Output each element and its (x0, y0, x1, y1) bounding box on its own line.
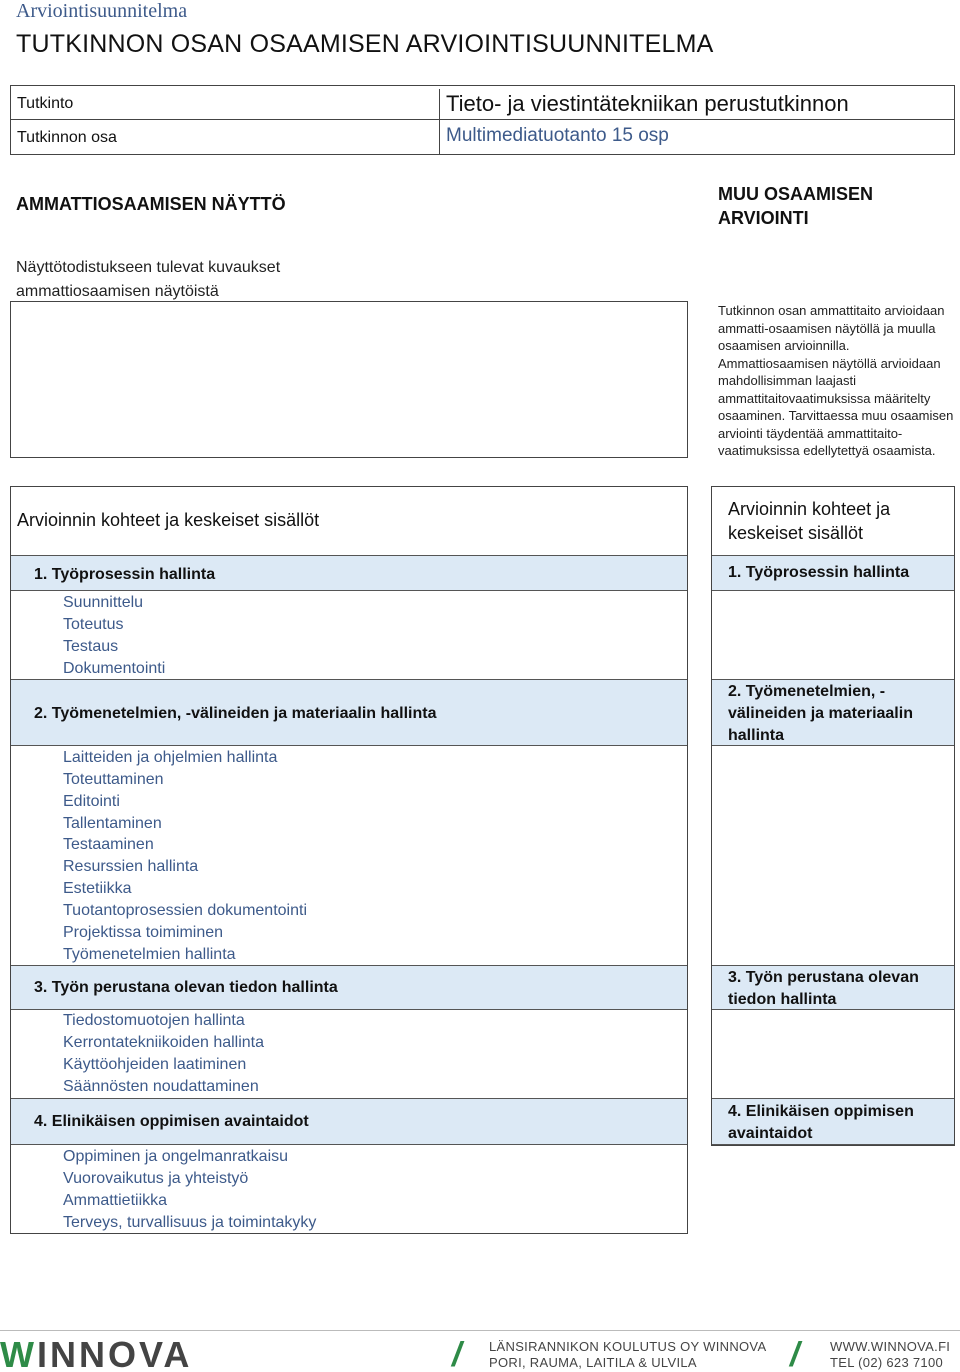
list-item: Testaus (63, 638, 119, 655)
tutkinnon-osa-value: Multimediatuotanto 15 osp (439, 120, 669, 154)
tutkinto-label: Tutkinto (17, 95, 74, 112)
slash-divider-icon: / (790, 1336, 800, 1372)
list-item: Oppiminen ja ongelmanratkaisu (63, 1148, 289, 1165)
demonstration-description-box[interactable] (10, 301, 688, 458)
vocational-demonstration-heading: AMMATTIOSAAMISEN NÄYTTÖ (16, 194, 286, 214)
list-item: Käyttöohjeiden laatiminen (63, 1056, 247, 1073)
left-group-4-band (11, 1098, 687, 1145)
tutkinnon-osa-row (11, 120, 954, 154)
list-item: Tiedostomuotojen hallinta (63, 1012, 245, 1029)
list-item: Työmenetelmien hallinta (63, 946, 236, 963)
phone-number: TEL (02) 623 7100 (830, 1355, 944, 1370)
website-link[interactable]: WWW.WINNOVA.FI (830, 1339, 951, 1354)
demonstration-description-label: Näyttötodistukseen tulevat kuvaukset ammattiosaamisen näytöistä (16, 259, 281, 300)
list-item: Toteuttaminen (63, 771, 164, 788)
right-assessment-table (711, 486, 955, 1146)
list-item: Tallentaminen (63, 815, 162, 832)
left-group-2-title: 2. Työmenetelmien, -välineiden ja materiaalin hallinta (34, 705, 437, 722)
page-title: TUTKINNON OSAN OSAAMISEN ARVIOINTISUUNNITELMA (16, 30, 714, 58)
left-table-heading: Arvioinnin kohteet ja keskeiset sisällöt (17, 510, 320, 530)
left-group-1-band (11, 555, 687, 591)
qualification-info-table (10, 85, 955, 155)
list-item: Testaaminen (63, 836, 154, 853)
left-group-3-band (11, 965, 687, 1010)
left-group-3-title: 3. Työn perustana olevan tiedon hallinta (34, 979, 338, 996)
right-group-2-band (712, 679, 954, 746)
left-group-1-title: 1. Työprosessin hallinta (34, 566, 216, 583)
list-item: Estetiikka (63, 880, 132, 897)
list-item: Editointi (63, 793, 120, 810)
left-assessment-table (10, 486, 688, 1234)
list-item: Tuotantoprosessien dokumentointi (63, 902, 307, 919)
org-address-block (489, 1339, 766, 1371)
right-table-heading: Arvioinnin kohteet ja keskeiset sisällöt (728, 499, 891, 543)
right-group-1-band (712, 555, 954, 591)
list-item: Resurssien hallinta (63, 858, 199, 875)
tutkinto-value: Tieto- ja viestintätekniikan perustutkinnon (439, 89, 849, 120)
org-locations: PORI, RAUMA, LAITILA & ULVILA (489, 1355, 697, 1370)
tutkinto-row (11, 86, 954, 120)
left-group-4-title: 4. Elinikäisen oppimisen avaintaidot (34, 1113, 309, 1130)
list-item: Vuorovaikutus ja yhteistyö (63, 1170, 249, 1187)
list-item: Dokumentointi (63, 660, 166, 677)
contact-block (830, 1339, 950, 1371)
list-item: Laitteiden ja ohjelmien hallinta (63, 749, 278, 766)
right-group-3-band (712, 965, 954, 1010)
assessment-explanation-text: Tutkinnon osan ammattitaito arvioidaan ammatti-osaamisen näytöllä ja muulla osaamisen arvioinnilla. Ammattiosaamisen näytöllä arvioidaan mahdollisimman laajasti ammattitaitovaatimuksissa määritelty osaaminen. Tarvittaessa muu osaamisen arviointi täydentää ammattitaito-vaatimuksissa edellytettyä osaamista. (718, 303, 954, 458)
list-item: Projektissa toimiminen (63, 924, 224, 941)
footer-divider (0, 1330, 960, 1331)
right-group-2-title: 2. Työmenetelmien, -välineiden ja materiaalin hallinta (728, 683, 913, 744)
other-assessment-heading: MUU OSAAMISEN ARVIOINTI (718, 184, 874, 228)
winnova-logo (0, 1334, 192, 1372)
list-item: Kerrontatekniikoiden hallinta (63, 1034, 265, 1051)
left-group-2-band (11, 679, 687, 746)
list-item: Säännösten noudattaminen (63, 1078, 259, 1095)
right-group-3-title: 3. Työn perustana olevan tiedon hallinta (728, 969, 919, 1008)
list-item: Suunnittelu (63, 594, 144, 611)
logo-text: INNOVA (36, 1334, 193, 1372)
list-item: Terveys, turvallisuus ja toimintakyky (63, 1214, 317, 1231)
right-group-4-band (712, 1098, 954, 1145)
right-group-1-title: 1. Työprosessin hallinta (728, 564, 910, 581)
tutkinnon-osa-label: Tutkinnon osa (17, 129, 117, 146)
document-type-title: Arviointisuunnitelma (16, 0, 188, 22)
list-item: Ammattietiikka (63, 1192, 168, 1209)
org-name: LÄNSIRANNIKON KOULUTUS OY WINNOVA (489, 1339, 767, 1354)
slash-divider-icon: / (452, 1336, 462, 1372)
right-group-4-title: 4. Elinikäisen oppimisen avaintaidot (728, 1103, 914, 1142)
logo-mark-icon: W (0, 1334, 37, 1372)
list-item: Toteutus (63, 616, 124, 633)
